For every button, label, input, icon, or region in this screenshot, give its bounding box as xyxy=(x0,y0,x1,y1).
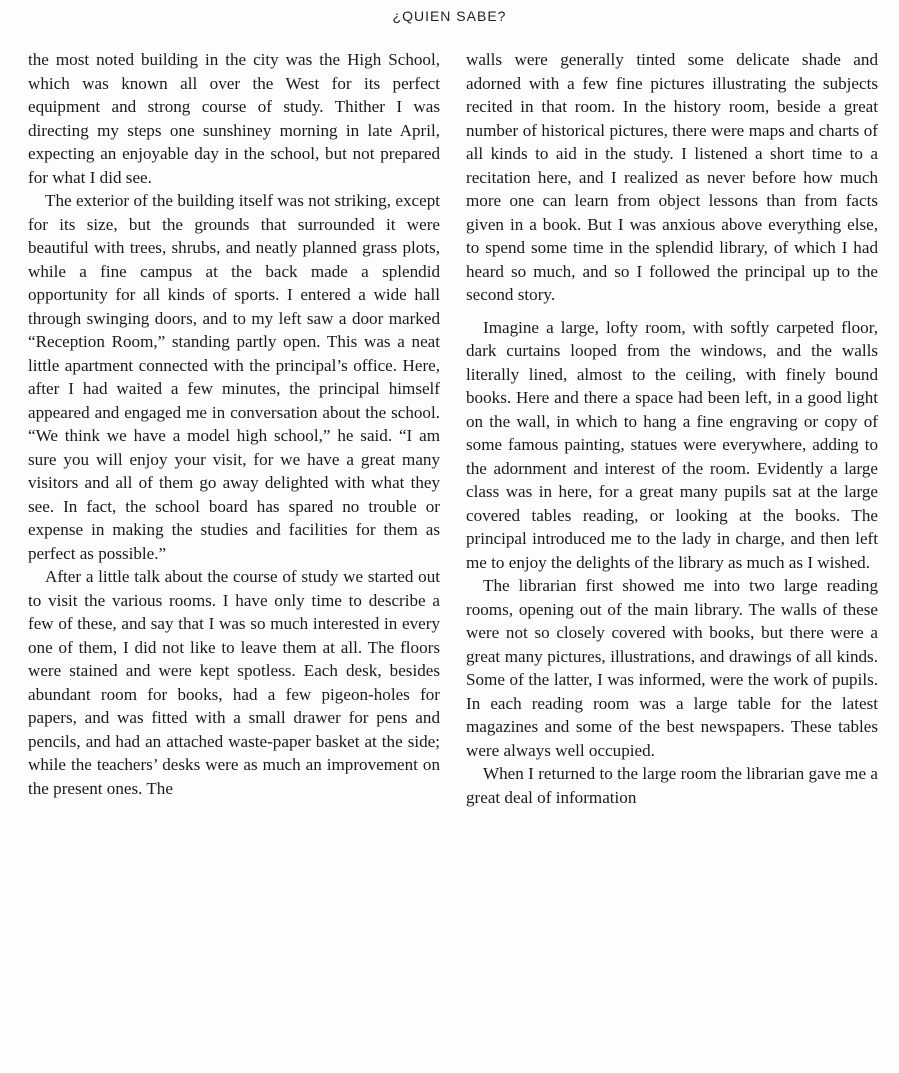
left-column xyxy=(28,48,440,800)
running-head: ¿QUIEN SABE? xyxy=(392,8,507,24)
paragraph-4: walls were generally tinted some delicate shade and adorned with a few fine pictures illustrating the subjects recited in that room. In the history room, beside a great number of historical pictures, there were maps and charts of all kinds to aid in the study. I listened a short time to a recitation here, and I realized as never before how much more one can learn from object lessons than from facts given in a book. But I was anxious above everything else, to spend some time in the splendid library, of which I had heard so much, and so I followed the principal up to the second story. xyxy=(466,50,878,304)
paragraph-1: the most noted building in the city was the High School, which was known all over the West for its perfect equipment and strong course of study. Thither I was directing my steps one sunshiney morning in late April, expecting an enjoyable day in the school, but not prepared for what I did see. xyxy=(28,50,440,187)
right-column xyxy=(466,48,878,809)
paragraph-7: When I returned to the large room the librarian gave me a great deal of information xyxy=(466,764,878,807)
paragraph-5: Imagine a large, lofty room, with softly carpeted floor, dark curtains looped from the windows, and the walls literally lined, almost to the ceiling, with finely bound books. Here and there a space had been left, in a good light on the wall, in which to hang a fine engraving or copy of some famous painting, statues were everywhere, adding to the adornment and interest of the room. Evidently a large class was in here, for a great many pupils sat at the large covered tables reading, or looking at the books. The principal introduced me to the lady in charge, and then left me to enjoy the delights of the library as much as I wished. xyxy=(466,317,878,572)
paragraph-3: After a little talk about the course of study we started out to visit the various rooms. I have only time to describe a few of these, and say that I was so much interested in every one of them, I did not like to leave them at all. The floors were stained and were kept spotless. Each desk, besides abundant room for books, had a few pigeon-holes for papers, and was fitted with a small drawer for pens and pencils, and had an attached waste-paper basket at the side; while the teachers’ desks were as much an improvement on the present ones. The xyxy=(28,567,440,798)
paragraph-2: The exterior of the building itself was not striking, except for its size, but the grounds that surrounded it were beautiful with trees, shrubs, and neatly planned grass plots, while a fine campus at the back made a splendid opportunity for all kinds of sports. I entered a wide hall through swinging doors, and to my left saw a door marked “Reception Room,” standing partly open. This was a neat little apartment connected with the principal’s office. Here, after I had waited a few minutes, the principal himself appeared and engaged me in conversation about the school. “We think we have a model high school,” he said. “I am sure you will enjoy your visit, for we have a great many visitors and all of them go away delighted with what they see. In fact, the school board has spared no trouble or expense in making the studies and facilities for them as perfect as possible.” xyxy=(28,191,440,563)
paragraph-6: The librarian first showed me into two large reading rooms, opening out of the main library. The walls of these were not so closely covered with books, but there were a great many pictures, illustrations, and drawings of all kinds. Some of the latter, I was informed, were the work of pupils. In each reading room was a large table for the latest magazines and some of the best newspapers. These tables were always well occupied. xyxy=(466,576,878,760)
